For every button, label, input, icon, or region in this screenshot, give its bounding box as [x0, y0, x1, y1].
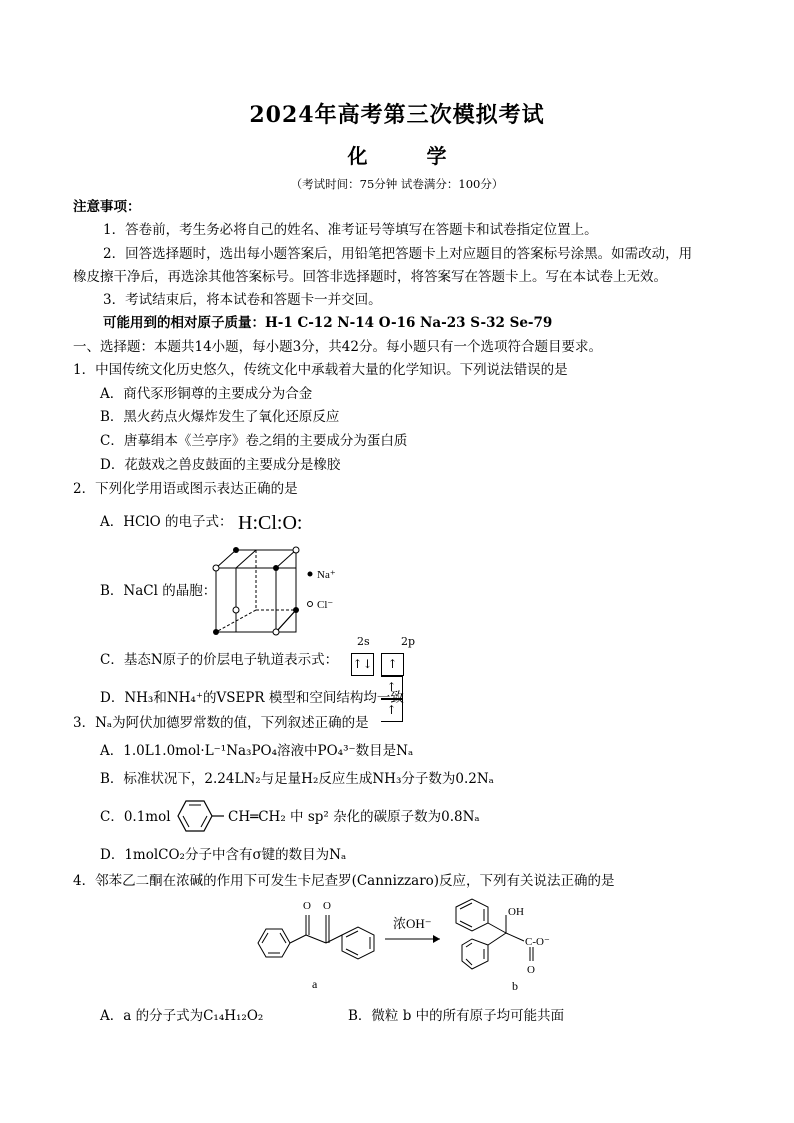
q3-option-a: A．1.0L1.0mol·L⁻¹Na₃PO₄溶液中PO₄³⁻数目是Nₐ: [100, 743, 414, 759]
q4-option-a: A．a 的分子式为C₁₄H₁₂O₂: [100, 1008, 264, 1024]
q3-option-d: D．1molCO₂分子中含有σ键的数目为Nₐ: [100, 847, 347, 863]
legend-cl-label: Cl⁻: [317, 599, 334, 611]
cl-ion-dot: [233, 607, 239, 613]
legend-na-dot: [308, 572, 313, 577]
na-ion-dot: [293, 607, 299, 613]
notice-item-2-cont: 橡皮擦干净后，再选涂其他答案标号。回答非选择题时，将答案写在答题卡上。写在本试卷上无效。: [73, 269, 667, 285]
section-heading: 一、选择题：本题共14小题，每小题3分，共42分。每小题只有一个选项符合题目要求。: [73, 339, 602, 355]
q2-option-c: C．基态N原子的价层电子轨道表示式：: [100, 652, 339, 668]
label-a: a: [312, 977, 318, 991]
notice-item-2: 2．回答选择题时，选出每小题答案后，用铅笔把答题卡上对应题目的答案标号涂黑。如需改动，用: [103, 246, 693, 262]
benzil-structure: [258, 915, 374, 959]
q3-option-c-post: CH═CH₂ 中 sp² 杂化的碳原子数为0.8Nₐ: [228, 809, 480, 825]
q3-option-b: B．标准状况下，2.24LN₂与足量H₂反应生成NH₃分子数为0.2Nₐ: [100, 771, 494, 787]
o-atom: O: [303, 900, 311, 912]
orbital-2s-cell: ↑↓: [351, 653, 374, 676]
q4-stem: 4．邻苯乙二酮在浓碱的作用下可发生卡尼查罗(Cannizzaro)反应，下列有关说法正确的是: [73, 873, 615, 889]
q3-stem: 3．Nₐ为阿伏加德罗常数的值，下列叙述正确的是: [73, 715, 369, 731]
cl-ion-dot: [273, 629, 279, 635]
na-ion-dot: [273, 565, 279, 571]
legend-cl-dot: [308, 602, 313, 607]
q1-option-d: D．花鼓戏之兽皮鼓面的主要成分是橡胶: [100, 457, 341, 473]
notice-item-1: 1．答卷前，考生务必将自己的姓名、准考证号等填写在答题卡和试卷指定位置上。: [103, 222, 598, 238]
q2-stem: 2．下列化学用语或图示表达正确的是: [73, 481, 298, 497]
q2-option-b: B．NaCl 的晶胞：: [100, 583, 217, 599]
orbital-2p-cell: ↑: [381, 676, 403, 699]
atomic-masses: 可能用到的相对原子质量：H-1 C-12 N-14 O-16 Na-23 S-32 Se-79: [103, 315, 553, 331]
q4-option-b: B．微粒 b 中的所有原子均可能共面: [348, 1008, 565, 1024]
hclo-formula-text: H:Cl:O:: [238, 512, 303, 534]
label-b: b: [512, 979, 518, 993]
benzene-ring: [166, 793, 226, 839]
hclo-electron-formula: [236, 505, 316, 539]
na-ion-dot: [233, 547, 239, 553]
q1-option-b: B．黑火药点火爆炸发生了氧化还原反应: [100, 409, 340, 425]
q1-option-a: A．商代豕形铜尊的主要成分为合金: [100, 386, 313, 402]
notice-item-3: 3．考试结束后，将本试卷和答题卡一并交回。: [103, 292, 382, 308]
q1-stem: 1．中国传统文化历史悠久，传统文化中承载着大量的化学知识。下列说法错误的是: [73, 362, 568, 378]
nacl-cell-diagram: [206, 540, 356, 640]
o-atom: O: [323, 900, 331, 912]
exam-title: 2024年高考第三次模拟考试: [249, 102, 545, 128]
cube-edge: [236, 550, 256, 568]
q3-option-c-pre: C．0.1mol: [100, 809, 171, 825]
subject-title: 化 学: [347, 144, 473, 168]
q2-option-d: D．NH₃和NH₄⁺的VSEPR 模型和空间结构均一致: [100, 690, 404, 706]
orbital-2p-cell: ↑: [381, 653, 404, 676]
q2-option-a: A．HClO 的电子式：: [100, 514, 233, 530]
cl-ion-dot: [213, 565, 219, 571]
orbital-2p-cell: ↑: [381, 699, 403, 722]
notice-heading: 注意事项：: [73, 199, 141, 215]
reagent-label: 浓OH⁻: [393, 916, 432, 931]
exam-info: （考试时间：75分钟 试卷满分：100分）: [290, 177, 504, 191]
cl-ion-dot: [293, 547, 299, 553]
orbital-2s-box: [351, 653, 374, 676]
orbital-2s-label: 2s: [357, 635, 370, 648]
o-atom: O: [527, 964, 535, 976]
q1-option-c: C．唐摹绢本《兰亭序》卷之绢的主要成分为蛋白质: [100, 433, 408, 449]
cube-front-face: [236, 568, 296, 632]
cannizzaro-reaction-diagram: [250, 893, 580, 993]
na-ion-dot: [213, 629, 219, 635]
orbital-2p-label: 2p: [401, 635, 416, 648]
oh-label: OH: [508, 906, 524, 918]
carboxylate-label: C-O⁻: [525, 936, 550, 948]
legend-na-label: Na⁺: [317, 569, 336, 581]
